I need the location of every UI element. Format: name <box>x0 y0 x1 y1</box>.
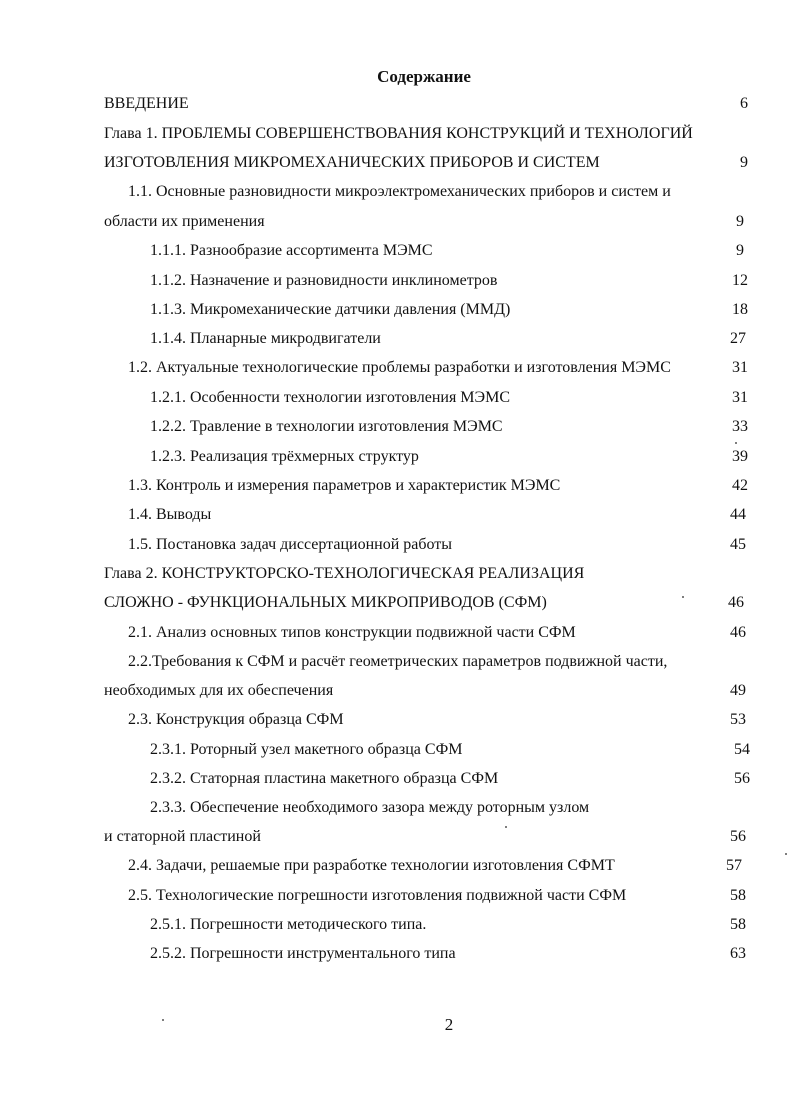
toc-entry-text: 1.1. Основные разновидности микроэлектромеханических приборов и систем и <box>128 183 671 200</box>
toc-entry-page: 44 <box>730 506 746 523</box>
toc-entry-page: 58 <box>730 887 746 904</box>
toc-entry <box>128 356 752 380</box>
toc-entry-text: 1.1.4. Планарные микродвигатели <box>150 330 381 347</box>
page-number: 2 <box>444 1015 454 1034</box>
toc-entry-text: 2.3.1. Роторный узел макетного образца СФМ <box>150 741 463 758</box>
toc-entry <box>150 386 752 410</box>
toc-entry-text: 1.2.2. Травление в технологии изготовления МЭМС <box>150 418 503 435</box>
toc-entry <box>128 474 752 498</box>
toc-entry-text: 1.4. Выводы <box>128 506 212 523</box>
toc-entry <box>104 591 752 615</box>
toc-entry-page: 9 <box>740 154 748 171</box>
toc-entry-text: 1.3. Контроль и измерения параметров и характеристик МЭМС <box>128 477 561 494</box>
toc-entry-text: ВВЕДЕНИЕ <box>104 95 189 112</box>
toc-entry-page: 31 <box>732 389 748 406</box>
toc-entry <box>128 854 752 878</box>
toc-entry-text: 2.3.2. Статорная пластина макетного образца СФМ <box>150 770 499 787</box>
toc-entry <box>128 650 752 674</box>
toc-entry-page: 12 <box>732 272 748 289</box>
scan-speck <box>505 826 507 828</box>
toc-entry-page: 46 <box>728 594 744 611</box>
toc-entry-text: 2.5.2. Погрешности инструментального типа <box>150 945 456 962</box>
toc-entry-page: 58 <box>730 916 746 933</box>
toc-entry-text: необходимых для их обеспечения <box>104 682 334 699</box>
toc-entry <box>150 796 752 820</box>
toc-entry-page: 9 <box>736 242 744 259</box>
toc-entry-page: 39 <box>732 448 748 465</box>
toc-entry <box>104 825 752 849</box>
toc-entry-text: ИЗГОТОВЛЕНИЯ МИКРОМЕХАНИЧЕСКИХ ПРИБОРОВ И СИСТЕМ <box>104 154 600 171</box>
scan-speck <box>162 1019 164 1021</box>
toc-entry-page: 46 <box>730 624 746 641</box>
scan-speck <box>735 442 737 444</box>
toc-entry-text: 1.2.1. Особенности технологии изготовления МЭМС <box>150 389 510 406</box>
toc-entry <box>128 884 752 908</box>
toc-entry <box>150 239 752 263</box>
toc-entry-text: Глава 2. КОНСТРУКТОРСКО-ТЕХНОЛОГИЧЕСКАЯ РЕАЛИЗАЦИЯ <box>104 565 585 582</box>
toc-entry-text: 2.4. Задачи, решаемые при разработке технологии изготовления СФМТ <box>128 857 615 874</box>
toc-entry <box>150 913 752 937</box>
toc-entry <box>150 767 752 791</box>
toc-entry-text: СЛОЖНО - ФУНКЦИОНАЛЬНЫХ МИКРОПРИВОДОВ (СФМ) <box>104 594 547 611</box>
toc-entry <box>104 151 752 175</box>
toc-entry-text: 2.3. Конструкция образца СФМ <box>128 711 344 728</box>
toc-entry <box>104 122 752 146</box>
toc-entry-text: 2.5. Технологические погрешности изготовления подвижной части СФМ <box>128 887 627 904</box>
toc-entry-page: 57 <box>726 857 742 874</box>
toc-entry-text: Глава 1. ПРОБЛЕМЫ СОВЕРШЕНСТВОВАНИЯ КОНСТРУКЦИЙ И ТЕХНОЛОГИЙ <box>104 125 693 142</box>
toc-entry <box>150 445 752 469</box>
toc-entry <box>150 327 752 351</box>
toc-entry-text: 2.3.3. Обеспечение необходимого зазора между роторным узлом <box>150 799 590 816</box>
toc-entry-text: 1.1.1. Разнообразие ассортимента МЭМС <box>150 242 433 259</box>
toc-entry-text: 1.1.2. Назначение и разновидности инклинометров <box>150 272 498 289</box>
toc-entry-text: 2.5.1. Погрешности методического типа. <box>150 916 427 933</box>
toc-entry <box>128 180 752 204</box>
toc-entry <box>128 533 752 557</box>
toc-entry-text: 2.1. Анализ основных типов конструкции подвижной части СФМ <box>128 624 576 641</box>
scan-speck <box>785 853 787 855</box>
toc-entry <box>128 621 752 645</box>
toc-entry-page: 6 <box>740 95 748 112</box>
toc-entry-page: 33 <box>732 418 748 435</box>
toc-entry <box>150 298 752 322</box>
toc-entry <box>128 708 752 732</box>
toc-entry-text: 1.2. Актуальные технологические проблемы разработки и изготовления МЭМС <box>128 359 671 376</box>
toc-entry-text: 1.1.3. Микромеханические датчики давления (ММД) <box>150 301 511 318</box>
toc-entry-page: 27 <box>730 330 746 347</box>
toc-entry <box>104 562 752 586</box>
toc-entry <box>104 679 752 703</box>
toc-entry-page: 42 <box>732 477 748 494</box>
scan-speck <box>682 596 684 598</box>
toc-entry-page: 49 <box>730 682 746 699</box>
toc-entry-page: 9 <box>736 213 744 230</box>
toc-entry <box>104 210 752 234</box>
toc-entry-text: области их применения <box>104 213 265 230</box>
toc-entry-text: 2.2.Требования к СФМ и расчёт геометрических параметров подвижной части, <box>128 653 668 670</box>
toc-entry <box>128 503 752 527</box>
toc-entry-page: 63 <box>730 945 746 962</box>
toc-entry-text: 1.5. Постановка задач диссертационной работы <box>128 536 453 553</box>
toc-entry-page: 56 <box>734 770 750 787</box>
toc-entry <box>150 738 752 762</box>
toc-entry-page: 31 <box>732 359 748 376</box>
toc-entry <box>150 269 752 293</box>
toc-entry-page: 18 <box>732 301 748 318</box>
toc-entry <box>150 942 752 966</box>
toc-entry-page: 56 <box>730 828 746 845</box>
toc-entry-page: 54 <box>734 741 750 758</box>
toc-entry-text: и статорной пластиной <box>104 828 261 845</box>
toc-entry <box>150 415 752 439</box>
toc-entry-page: 45 <box>730 536 746 553</box>
toc-entry-text: 1.2.3. Реализация трёхмерных структур <box>150 448 419 465</box>
toc-entry-page: 53 <box>730 711 746 728</box>
page-title: Содержание <box>377 67 471 86</box>
toc-entry <box>104 92 752 116</box>
